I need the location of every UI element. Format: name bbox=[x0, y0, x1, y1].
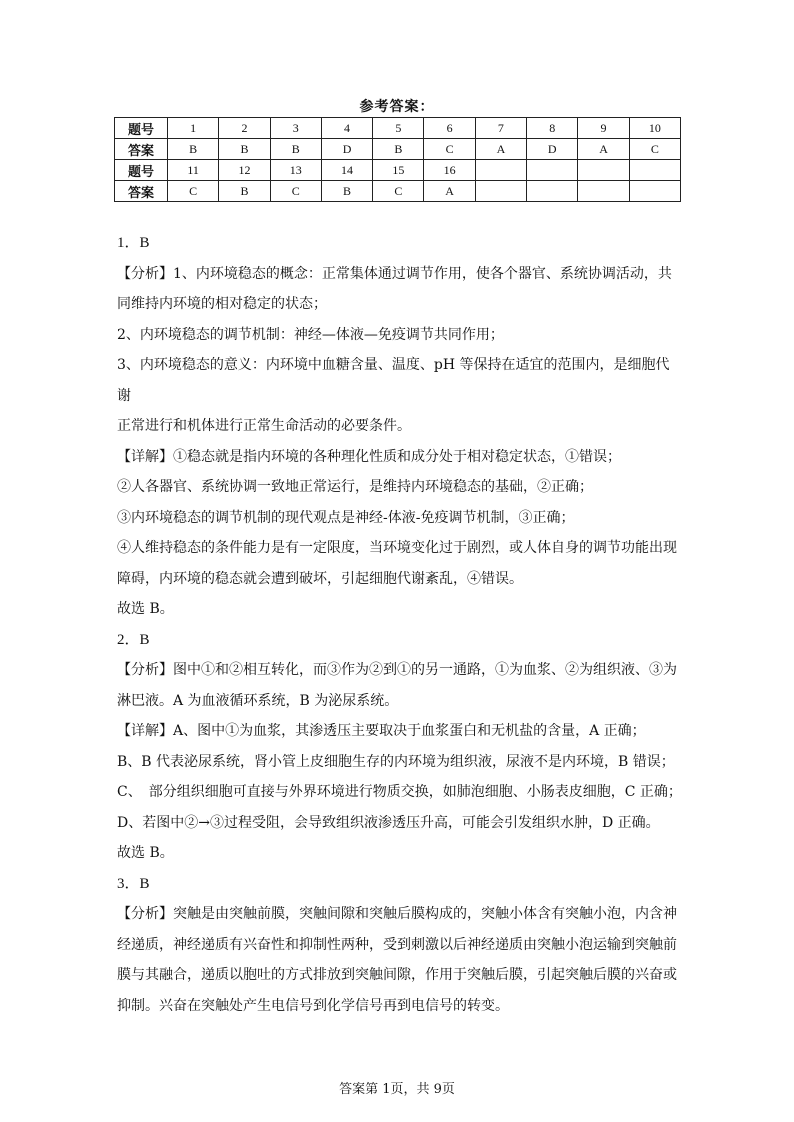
answer-cell: A bbox=[424, 181, 475, 202]
answer-cell: B bbox=[321, 181, 372, 202]
text-line: 【详解】A、图中①为血浆，其渗透压主要取决于血浆蛋白和无机盐的含量，A 正确； bbox=[117, 723, 646, 739]
text-line: 2、内环境稳态的调节机制：神经—体液—免疫调节共同作用； bbox=[117, 326, 504, 343]
answer-cell bbox=[578, 181, 629, 202]
question-number: 15 bbox=[373, 160, 424, 181]
question-number: 3 bbox=[270, 118, 321, 139]
question-number bbox=[475, 160, 526, 181]
row-label: 答案 bbox=[115, 181, 168, 202]
answer-cell: C bbox=[168, 181, 219, 202]
answer-cell: B bbox=[270, 139, 321, 160]
text-line: B、B 代表泌尿系统，肾小管上皮细胞生存的内环境为组织液，尿液不是内环境，B 错误； bbox=[117, 753, 675, 770]
answer-cell: A bbox=[475, 139, 526, 160]
answer-cell: C bbox=[270, 181, 321, 202]
row-label: 题号 bbox=[115, 118, 168, 139]
question-number bbox=[527, 160, 578, 181]
answer-cell: B bbox=[219, 181, 270, 202]
answer-cell bbox=[629, 181, 680, 202]
text-line: ②人各器官、系统协调一致地正常运行，是维持内环境稳态的基础，②正确； bbox=[117, 479, 593, 495]
question-heading: 2．B bbox=[117, 631, 150, 648]
page-footer: 答案第 1页，共 9页 bbox=[339, 1082, 455, 1097]
answer-cell: B bbox=[219, 139, 270, 160]
text-line: 同维持内环境的相对稳定的状态； bbox=[117, 296, 327, 312]
question-number: 14 bbox=[321, 160, 372, 181]
text-line: 【分析】图中①和②相互转化，而③作为②到①的另一通路，①为血浆、②为组织液、③为 bbox=[117, 662, 677, 678]
question-heading: 1．B bbox=[117, 235, 150, 251]
text-line: 【详解】①稳态就是指内环境的各种理化性质和成分处于相对稳定状态，①错误； bbox=[117, 448, 621, 465]
question-number: 8 bbox=[527, 118, 578, 139]
question-number: 2 bbox=[219, 118, 270, 139]
text-line: 正常进行和机体进行正常生命活动的必要条件。 bbox=[117, 418, 411, 434]
answer-cell bbox=[475, 181, 526, 202]
answer-cell: D bbox=[321, 139, 372, 160]
question-number: 1 bbox=[168, 118, 219, 139]
answer-cell: B bbox=[373, 139, 424, 160]
answer-explanations bbox=[117, 228, 683, 1021]
text-line: ③内环境稳态的调节机制的现代观点是神经-体液-免疫调节机制，③正确； bbox=[117, 509, 575, 526]
text-line: ④人维持稳态的条件能力是有一定限度，当环境变化过于剧烈，或人体自身的调节功能出现 bbox=[117, 540, 677, 556]
text-line: 3、内环境稳态的意义：内环境中血糖含量、温度、pH 等保持在适宜的范围内，是细胞代谢 bbox=[117, 357, 670, 404]
question-number: 12 bbox=[219, 160, 270, 181]
question-number bbox=[578, 160, 629, 181]
answer-cell: D bbox=[527, 139, 578, 160]
question-number: 6 bbox=[424, 118, 475, 139]
question-number: 10 bbox=[629, 118, 680, 139]
question-heading: 3．B bbox=[117, 875, 150, 892]
answer-cell: C bbox=[424, 139, 475, 160]
question-number: 7 bbox=[475, 118, 526, 139]
question-number: 13 bbox=[270, 160, 321, 181]
table-row bbox=[115, 118, 681, 139]
question-number: 9 bbox=[578, 118, 629, 139]
question-number bbox=[629, 160, 680, 181]
table-row bbox=[115, 139, 681, 160]
question-number: 16 bbox=[424, 160, 475, 181]
table-row bbox=[115, 160, 681, 181]
page-title: 参考答案： bbox=[359, 99, 435, 115]
text-line: 障碍，内环境的稳态就会遭到破坏，引起细胞代谢紊乱，④错误。 bbox=[117, 570, 523, 587]
question-number: 5 bbox=[373, 118, 424, 139]
row-label: 题号 bbox=[115, 160, 168, 181]
table-row bbox=[115, 181, 681, 202]
answer-cell: C bbox=[373, 181, 424, 202]
text-line: 抑制。兴奋在突触处产生电信号到化学信号再到电信号的转变。 bbox=[117, 997, 509, 1014]
text-line: C、 部分组织细胞可直接与外界环境进行物质交换，如肺泡细胞、小肠表皮细胞，C 正确； bbox=[117, 784, 682, 800]
question-number: 4 bbox=[321, 118, 372, 139]
text-line: 故选 B。 bbox=[117, 845, 174, 861]
answer-cell: A bbox=[578, 139, 629, 160]
row-label: 答案 bbox=[115, 139, 168, 160]
text-line: 【分析】1、内环境稳态的概念：正常集体通过调节作用，使各个器官、系统协调活动，共 bbox=[117, 265, 672, 282]
text-line: 【分析】突触是由突触前膜，突触间隙和突触后膜构成的，突触小体含有突触小泡，内含神 bbox=[117, 906, 677, 922]
text-line: 经递质，神经递质有兴奋性和抑制性两种，受到刺激以后神经递质由突触小泡运输到突触前 bbox=[117, 936, 677, 953]
text-line: 膜与其融合，递质以胞吐的方式排放到突触间隙，作用于突触后膜，引起突触后膜的兴奋或 bbox=[117, 967, 677, 983]
answer-table bbox=[114, 117, 681, 202]
text-line: 淋巴液。A 为血液循环系统，B 为泌尿系统。 bbox=[117, 692, 399, 709]
text-line: 故选 B。 bbox=[117, 601, 174, 617]
answer-cell: B bbox=[168, 139, 219, 160]
answer-cell: C bbox=[629, 139, 680, 160]
question-number: 11 bbox=[168, 160, 219, 181]
answer-cell bbox=[527, 181, 578, 202]
text-line: D、若图中②→③过程受阻，会导致组织液渗透压升高，可能会引发组织水肿，D 正确。 bbox=[117, 814, 660, 831]
